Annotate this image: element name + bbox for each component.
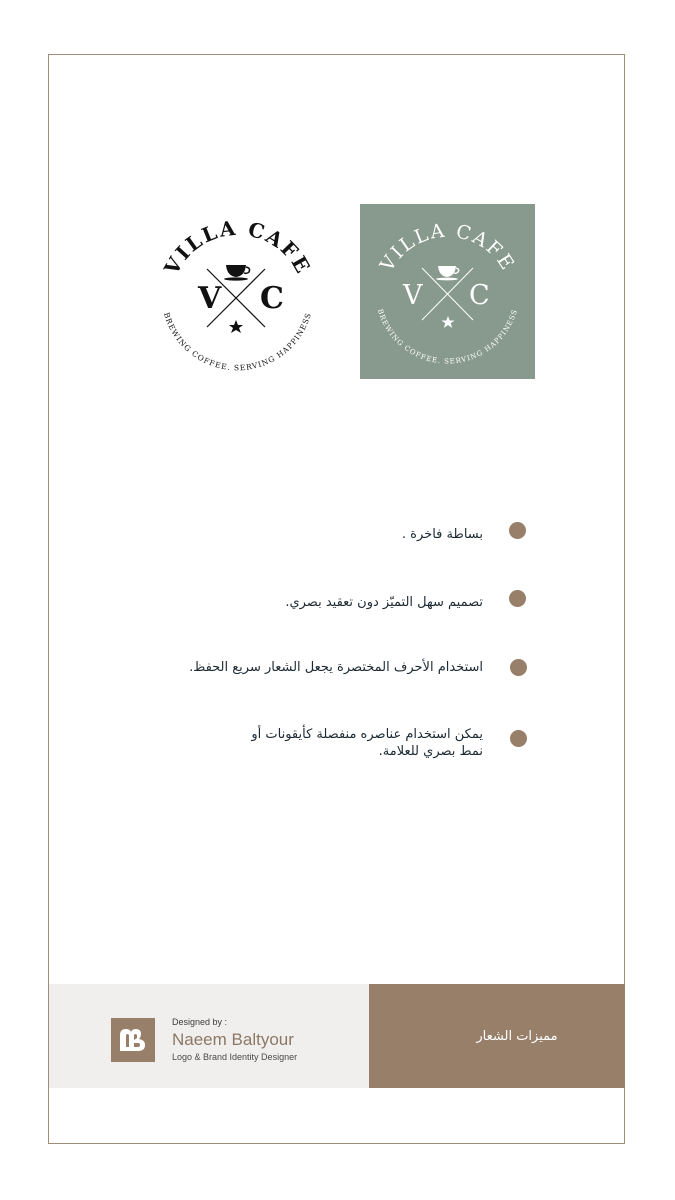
coffee-cup-icon-white <box>436 266 459 280</box>
designed-by-label: Designed by : <box>172 1017 228 1027</box>
brand-name-arc: VILLA CAFE <box>159 215 316 279</box>
logo-white-svg <box>360 204 535 379</box>
feature-text-3: استخدام الأحرف المختصرة يجعل الشعار سريع الحفظ. <box>189 660 483 675</box>
feature-bullet-2 <box>509 590 526 607</box>
designer-credit-panel <box>49 984 369 1088</box>
monogram-c: C <box>260 281 284 316</box>
monogram-v: V <box>198 281 222 316</box>
monogram-c-white: C <box>469 280 490 311</box>
feature-text-4-line-2: نمط بصري للعلامة. <box>378 744 483 759</box>
tagline-arc-white: BREWING COFFEE. SERVING HAPPINESS <box>375 308 520 366</box>
designer-role: Logo & Brand Identity Designer <box>172 1052 298 1062</box>
brand-name-arc-white: VILLA CAFE <box>375 219 520 276</box>
logo-black-on-white <box>150 205 325 380</box>
feature-bullet-4 <box>510 730 527 747</box>
feature-item-1 <box>123 526 483 543</box>
mb-monogram-icon <box>111 1018 155 1062</box>
monogram-v-white: V <box>403 280 423 311</box>
feature-text-1: بساطة فاخرة . <box>401 527 483 542</box>
logo-black-svg <box>150 205 325 380</box>
feature-bullet-3 <box>510 659 527 676</box>
designer-name: Naeem Baltyour <box>172 1030 294 1049</box>
feature-text-4-line-1: يمكن استخدام عناصره منفصلة كأيقونات أو <box>251 727 483 742</box>
logo-white-on-sage <box>360 204 535 379</box>
star-icon <box>229 320 243 333</box>
feature-item-2 <box>123 594 483 611</box>
tagline-arc: BREWING COFFEE. SERVING HAPPINESS <box>161 311 314 373</box>
section-title-panel <box>369 984 625 1088</box>
feature-text-2: تصميم سهل التميّز دون تعقيد بصري. <box>285 595 483 610</box>
feature-item-4 <box>123 726 483 760</box>
feature-bullet-1 <box>509 522 526 539</box>
section-title: مميزات الشعار <box>476 1028 558 1044</box>
feature-item-3 <box>123 659 483 676</box>
star-icon-white <box>442 316 455 328</box>
coffee-cup-icon <box>224 265 250 281</box>
